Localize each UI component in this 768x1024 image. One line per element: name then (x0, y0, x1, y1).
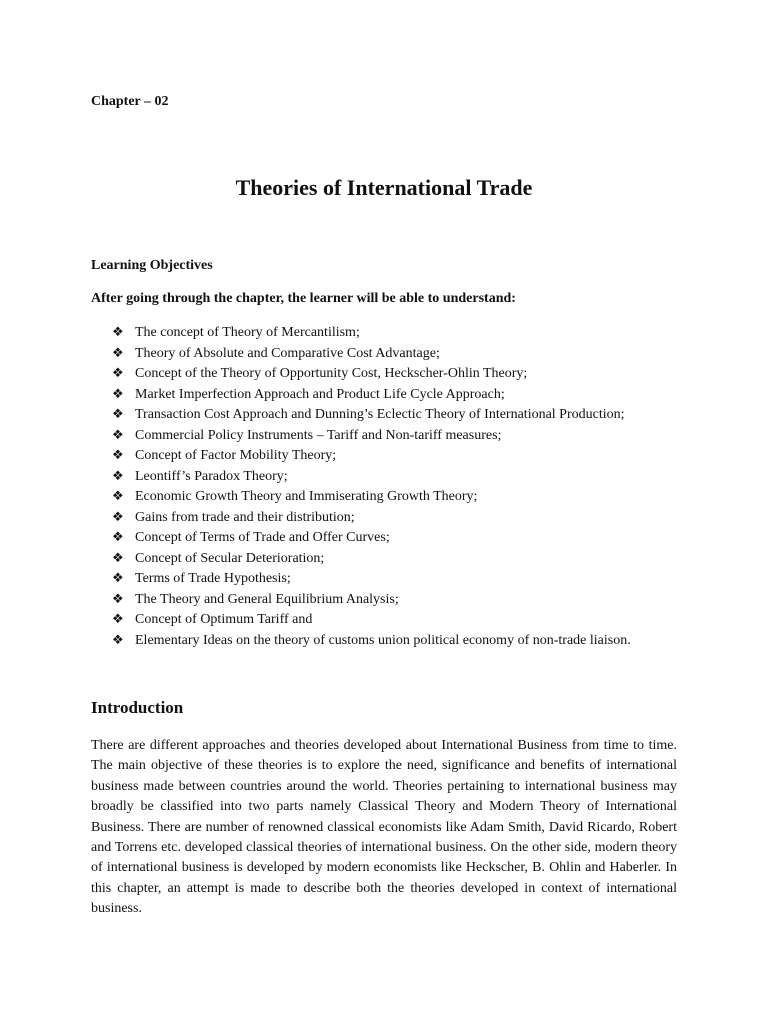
chapter-label: Chapter – 02 (91, 94, 169, 109)
list-item (112, 426, 631, 447)
diamond-bullet-icon: ❖ (112, 427, 124, 443)
list-item-text: Elementary Ideas on the theory of customs union political economy of non-trade liaison. (135, 632, 631, 648)
list-item-text: Terms of Trade Hypothesis; (135, 571, 291, 586)
list-item (112, 610, 631, 631)
introduction-heading: Introduction (91, 698, 184, 717)
learning-objectives-intro: After going through the chapter, the learner will be able to understand: (91, 291, 516, 306)
list-item-text: Commercial Policy Instruments – Tariff and Non-tariff measures; (135, 427, 502, 443)
diamond-bullet-icon: ❖ (112, 325, 124, 340)
introduction-paragraph: There are different approaches and theories developed about International Business from time to time. The main objective of these theories is to explore the need, significance and benefits of international business made between countries around the world. Theories pertaining to international business may broadly be classified into two parts namely Classical Theory and Modern Theory of International Business. There are number of renowned classical economists like Adam Smith, David Ricardo, Robert and Torrens etc. developed classical theories of international business. On the other side, modern theory of international business is developed by modern economists like Heckscher, B. Ohlin and Haberler. In this chapter, an attempt is made to describe both the theories developed in context of international business. (91, 738, 677, 917)
list-item (112, 508, 631, 529)
list-item (112, 385, 631, 406)
diamond-bullet-icon: ❖ (112, 571, 124, 586)
list-item-text: Market Imperfection Approach and Product Life Cycle Approach; (135, 386, 505, 402)
list-item (112, 405, 631, 426)
list-item-text: Concept of Secular Deterioration; (135, 550, 325, 566)
diamond-bullet-icon: ❖ (112, 345, 124, 361)
list-item (112, 446, 631, 467)
list-item-text: The concept of Theory of Mercantilism; (135, 325, 360, 340)
list-item-text: Leontiff’s Paradox Theory; (135, 468, 288, 484)
diamond-bullet-icon: ❖ (112, 509, 124, 525)
learning-objectives-heading: Learning Objectives (91, 258, 213, 273)
learning-objectives-list (112, 323, 631, 651)
list-item-text: Theory of Absolute and Comparative Cost Advantage; (135, 345, 440, 361)
diamond-bullet-icon: ❖ (112, 550, 124, 566)
list-item (112, 631, 631, 652)
diamond-bullet-icon: ❖ (112, 407, 124, 422)
list-item (112, 344, 631, 365)
list-item-text: Concept of Factor Mobility Theory; (135, 448, 337, 463)
list-item-text: Economic Growth Theory and Immiserating Growth Theory; (135, 489, 478, 504)
diamond-bullet-icon: ❖ (112, 366, 124, 381)
list-item (112, 528, 631, 549)
list-item (112, 467, 631, 488)
page-title: Theories of International Trade (235, 175, 533, 200)
diamond-bullet-icon: ❖ (112, 448, 124, 463)
list-item-text: Concept of the Theory of Opportunity Cost, Heckscher-Ohlin Theory; (135, 366, 528, 381)
diamond-bullet-icon: ❖ (112, 489, 124, 504)
list-item-text: Concept of Optimum Tariff and (135, 612, 313, 627)
diamond-bullet-icon: ❖ (112, 612, 124, 627)
list-item (112, 549, 631, 570)
list-item (112, 487, 631, 508)
diamond-bullet-icon: ❖ (112, 468, 124, 484)
diamond-bullet-icon: ❖ (112, 591, 124, 607)
diamond-bullet-icon: ❖ (112, 632, 124, 648)
list-item (112, 364, 631, 385)
list-item-text: Gains from trade and their distribution; (135, 509, 355, 525)
list-item (112, 323, 631, 344)
list-item-text: The Theory and General Equilibrium Analysis; (135, 591, 399, 607)
list-item (112, 590, 631, 611)
list-item (112, 569, 631, 590)
list-item-text: Transaction Cost Approach and Dunning’s Eclectic Theory of International Production; (135, 407, 625, 422)
list-item-text: Concept of Terms of Trade and Offer Curves; (135, 530, 390, 545)
diamond-bullet-icon: ❖ (112, 386, 124, 402)
diamond-bullet-icon: ❖ (112, 530, 124, 545)
